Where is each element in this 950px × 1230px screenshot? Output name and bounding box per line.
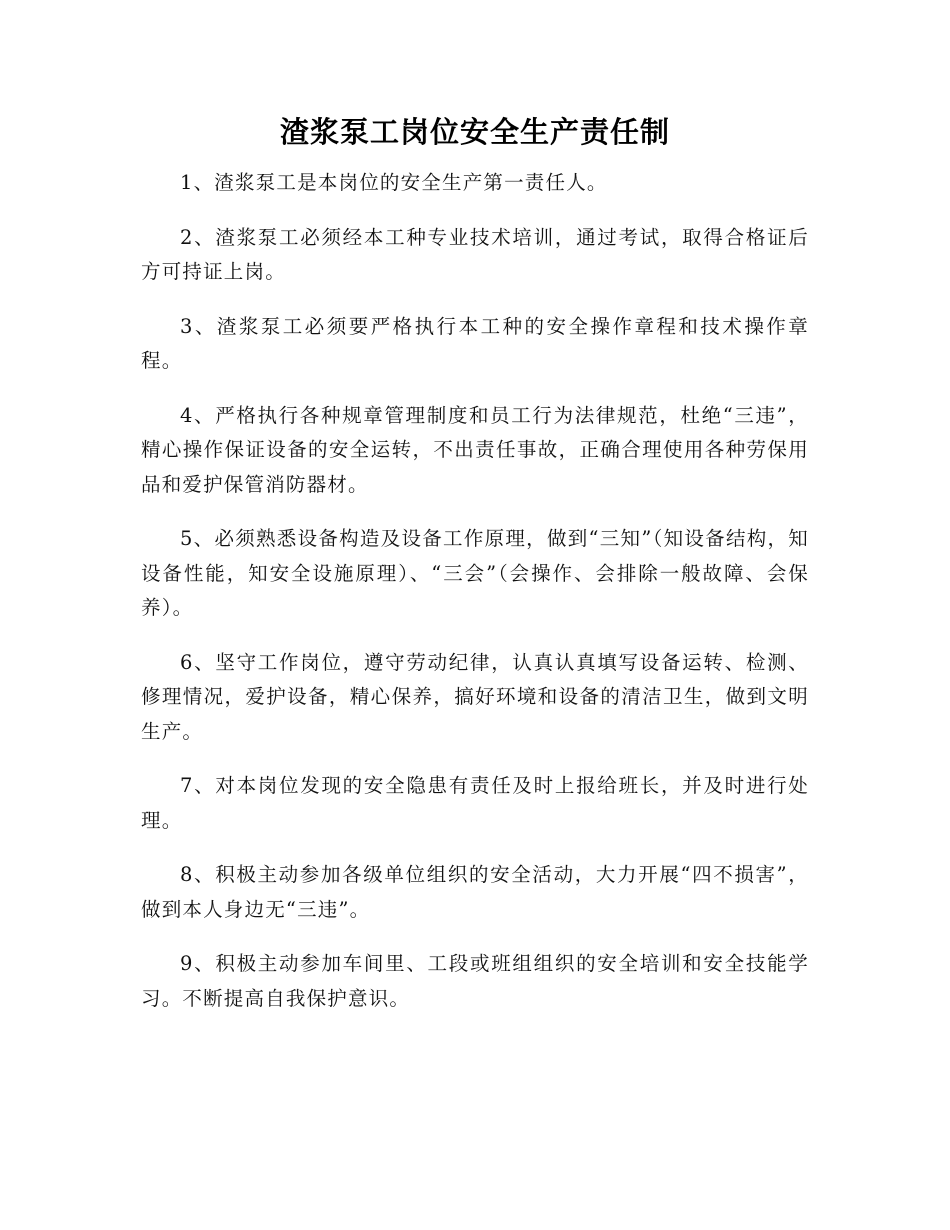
paragraph-5: 5、必须熟悉设备构造及设备工作原理，做到“三知”（知设备结构，知设备性能，知安全设施原理）、“三会”（会操作、会排除一般故障、会保养）。: [141, 527, 809, 619]
document-title: 渣浆泵工岗位安全生产责任制: [279, 115, 670, 149]
paragraph-7: 7、对本岗位发现的安全隐患有责任及时上报给班长，并及时进行处理。: [141, 774, 809, 832]
paragraph-9: 9、积极主动参加车间里、工段或班组组织的安全培训和安全技能学习。不断提高自我保护意识。: [141, 952, 809, 1010]
paragraph-4: 4、严格执行各种规章管理制度和员工行为法律规范，杜绝“三违”，精心操作保证设备的安全运转，不出责任事故，正确合理使用各种劳保用品和爱护保管消防器材。: [141, 403, 809, 496]
document-body: [141, 166, 809, 1036]
paragraph-6: 6、坚守工作岗位，遵守劳动纪律，认真认真填写设备运转、检测、修理情况，爱护设备，精心保养，搞好环境和设备的清洁卫生，做到文明生产。: [141, 650, 809, 743]
paragraph-8: 8、积极主动参加各级单位组织的安全活动，大力开展“四不损害”，做到本人身边无“三违”。: [141, 863, 809, 921]
paragraph-1: 1、渣浆泵工是本岗位的安全生产第一责任人。: [180, 171, 608, 194]
paragraph-3: 3、渣浆泵工必须要严格执行本工种的安全操作章程和技术操作章程。: [141, 314, 809, 372]
paragraph-2: 2、渣浆泵工必须经本工种专业技术培训，通过考试，取得合格证后方可持证上岗。: [141, 225, 809, 283]
